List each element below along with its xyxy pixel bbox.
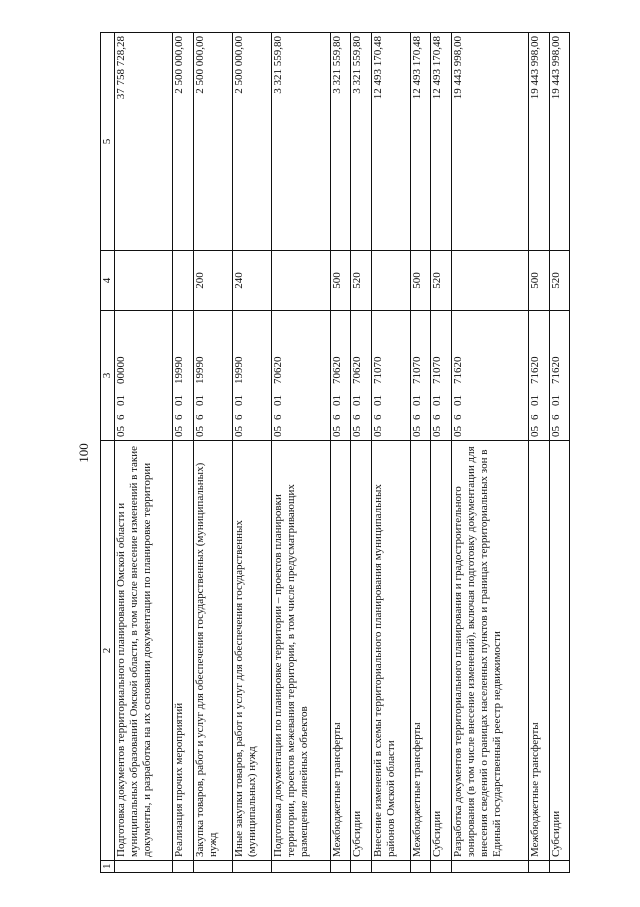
- classification-code: [371, 311, 410, 441]
- code-part: 01: [549, 395, 562, 406]
- amount: 2 500 000,00: [193, 33, 232, 251]
- code-part: 70620: [272, 356, 285, 384]
- item-name: Закупка товаров, работ и услуг для обеспечения государственных (муниципальных) нужд: [193, 441, 232, 861]
- item-name: Подготовка документов территориального планирования Омской области и муниципальных образований Омской области, в том числе внесение изменений в такие документы, и разработка на их основании документации по планировке территории: [115, 441, 173, 861]
- expense-type-code: 200: [193, 251, 232, 311]
- code-part: 01: [193, 395, 206, 406]
- code-part: 05: [272, 426, 285, 437]
- amount: 2 500 000,00: [173, 33, 193, 251]
- classification-code: [351, 311, 371, 441]
- code-part: 6: [173, 414, 186, 420]
- classification-code: [431, 311, 451, 441]
- code-part: 6: [451, 414, 464, 420]
- classification-code: [233, 311, 272, 441]
- code-part: 05: [411, 426, 423, 437]
- row-number-cell: [529, 861, 549, 873]
- code-part: 05: [549, 426, 562, 437]
- row-number-cell: [272, 861, 330, 873]
- row-number-cell: [351, 861, 371, 873]
- expense-type-code: 500: [411, 251, 431, 311]
- item-name: Реализация прочих мероприятий: [173, 441, 193, 861]
- amount: 19 443 998,00: [529, 33, 549, 251]
- code-part: 6: [330, 414, 343, 420]
- code-part: 05: [173, 426, 186, 437]
- classification-code: [330, 311, 350, 441]
- code-part: 05: [115, 426, 127, 437]
- code-part: 71070: [431, 356, 444, 384]
- classification-code: [115, 311, 173, 441]
- amount: 3 321 559,80: [351, 33, 371, 251]
- code-part: 6: [549, 414, 562, 420]
- classification-code: [529, 311, 549, 441]
- item-name: Межбюджетные трансферты: [529, 441, 549, 861]
- row-number-cell: [173, 861, 193, 873]
- expense-type-code: 500: [330, 251, 350, 311]
- rotated-page-content: [70, 33, 570, 873]
- table-row: [115, 33, 173, 873]
- code-part: 6: [431, 414, 444, 420]
- expense-type-code: 520: [351, 251, 371, 311]
- code-part: 70620: [330, 356, 343, 384]
- amount: 2 500 000,00: [233, 33, 272, 251]
- classification-code: [549, 311, 570, 441]
- row-number-cell: [431, 861, 451, 873]
- code-part: 05: [193, 426, 206, 437]
- code-part: 6: [351, 414, 364, 420]
- column-header: 5: [101, 33, 115, 251]
- classification-code: [411, 311, 431, 441]
- item-name: Межбюджетные трансферты: [330, 441, 350, 861]
- code-part: 01: [173, 395, 186, 406]
- code-part: 01: [351, 395, 364, 406]
- expense-type-code: 520: [549, 251, 570, 311]
- item-name: Межбюджетные трансферты: [411, 441, 431, 861]
- code-part: 01: [431, 395, 444, 406]
- table-row: [431, 33, 451, 873]
- code-part: 01: [411, 395, 423, 406]
- classification-code: [173, 311, 193, 441]
- table-row: [193, 33, 232, 873]
- item-name: Внесение изменений в схемы территориального планирования муниципальных районов Омской области: [371, 441, 410, 861]
- column-header: 4: [101, 251, 115, 311]
- code-part: 01: [451, 395, 464, 406]
- amount: 12 493 170,48: [411, 33, 431, 251]
- code-part: 6: [272, 414, 285, 420]
- row-number-cell: [330, 861, 350, 873]
- amount: 3 321 559,80: [330, 33, 350, 251]
- budget-table: [100, 32, 570, 873]
- column-header: 2: [101, 441, 115, 861]
- expense-type-code: [115, 251, 173, 311]
- item-name: Субсидии: [431, 441, 451, 861]
- code-part: 70620: [351, 356, 364, 384]
- amount: 19 443 998,00: [451, 33, 528, 251]
- table-row: [173, 33, 193, 873]
- row-number-cell: [233, 861, 272, 873]
- column-header: 1: [101, 861, 115, 873]
- row-number-cell: [451, 861, 528, 873]
- table-row: [233, 33, 272, 873]
- code-part: 71620: [529, 356, 542, 384]
- code-part: 19990: [193, 356, 206, 384]
- expense-type-code: [371, 251, 410, 311]
- table-header-row: [101, 33, 115, 873]
- expense-type-code: [173, 251, 193, 311]
- item-name: Субсидии: [549, 441, 570, 861]
- code-part: 71620: [549, 356, 562, 384]
- code-part: 01: [330, 395, 343, 406]
- expense-type-code: [272, 251, 330, 311]
- code-part: 05: [431, 426, 444, 437]
- code-part: 71070: [411, 356, 423, 384]
- item-name: Субсидии: [351, 441, 371, 861]
- expense-type-code: 500: [529, 251, 549, 311]
- code-part: 6: [411, 414, 423, 420]
- code-part: 6: [193, 414, 206, 420]
- expense-type-code: 240: [233, 251, 272, 311]
- code-part: 01: [272, 395, 285, 406]
- code-part: 05: [330, 426, 343, 437]
- code-part: 19990: [233, 356, 246, 384]
- table-row: [330, 33, 350, 873]
- code-part: 05: [529, 426, 542, 437]
- row-number-cell: [371, 861, 410, 873]
- code-part: 6: [529, 414, 542, 420]
- code-part: 01: [371, 395, 384, 406]
- item-name: Разработка документов территориального планирования и градостроительного зонирования (в том числе внесение изменений), включая подготовку документации для внесения сведений о границах населенных пунктов и границах территориальных зон в Единый государственный реестр недвижимости: [451, 441, 528, 861]
- table-body: [115, 33, 570, 873]
- table-row: [549, 33, 570, 873]
- amount: 37 758 728,28: [115, 33, 173, 251]
- row-number-cell: [411, 861, 431, 873]
- column-header: 3: [101, 311, 115, 441]
- row-number-cell: [193, 861, 232, 873]
- code-part: 01: [233, 395, 246, 406]
- table-row: [272, 33, 330, 873]
- code-part: 05: [451, 426, 464, 437]
- code-part: 05: [371, 426, 384, 437]
- code-part: 19990: [173, 356, 186, 384]
- item-name: Иные закупки товаров, работ и услуг для обеспечения государственных (муниципальных) нужд: [233, 441, 272, 861]
- code-part: 01: [115, 395, 127, 406]
- code-part: 00000: [115, 356, 127, 384]
- classification-code: [272, 311, 330, 441]
- code-part: 01: [529, 395, 542, 406]
- expense-type-code: [451, 251, 528, 311]
- page-number: 100: [76, 443, 91, 463]
- amount: 19 443 998,00: [549, 33, 570, 251]
- item-name: Подготовка документации по планировке территории – проектов планировки территории, проектов межевания территории, в том числе предусматривающих размещение линейных объектов: [272, 441, 330, 861]
- classification-code: [193, 311, 232, 441]
- amount: 12 493 170,48: [371, 33, 410, 251]
- code-part: 05: [233, 426, 246, 437]
- code-part: 6: [115, 414, 127, 420]
- code-part: 6: [233, 414, 246, 420]
- row-number-cell: [549, 861, 570, 873]
- expense-type-code: 520: [431, 251, 451, 311]
- amount: 12 493 170,48: [431, 33, 451, 251]
- table-row: [451, 33, 528, 873]
- table-row: [529, 33, 549, 873]
- row-number-cell: [115, 861, 173, 873]
- code-part: 71070: [371, 356, 384, 384]
- code-part: 6: [371, 414, 384, 420]
- table-row: [411, 33, 431, 873]
- table-row: [351, 33, 371, 873]
- amount: 3 321 559,80: [272, 33, 330, 251]
- code-part: 05: [351, 426, 364, 437]
- classification-code: [451, 311, 528, 441]
- code-part: 71620: [451, 356, 464, 384]
- table-row: [371, 33, 410, 873]
